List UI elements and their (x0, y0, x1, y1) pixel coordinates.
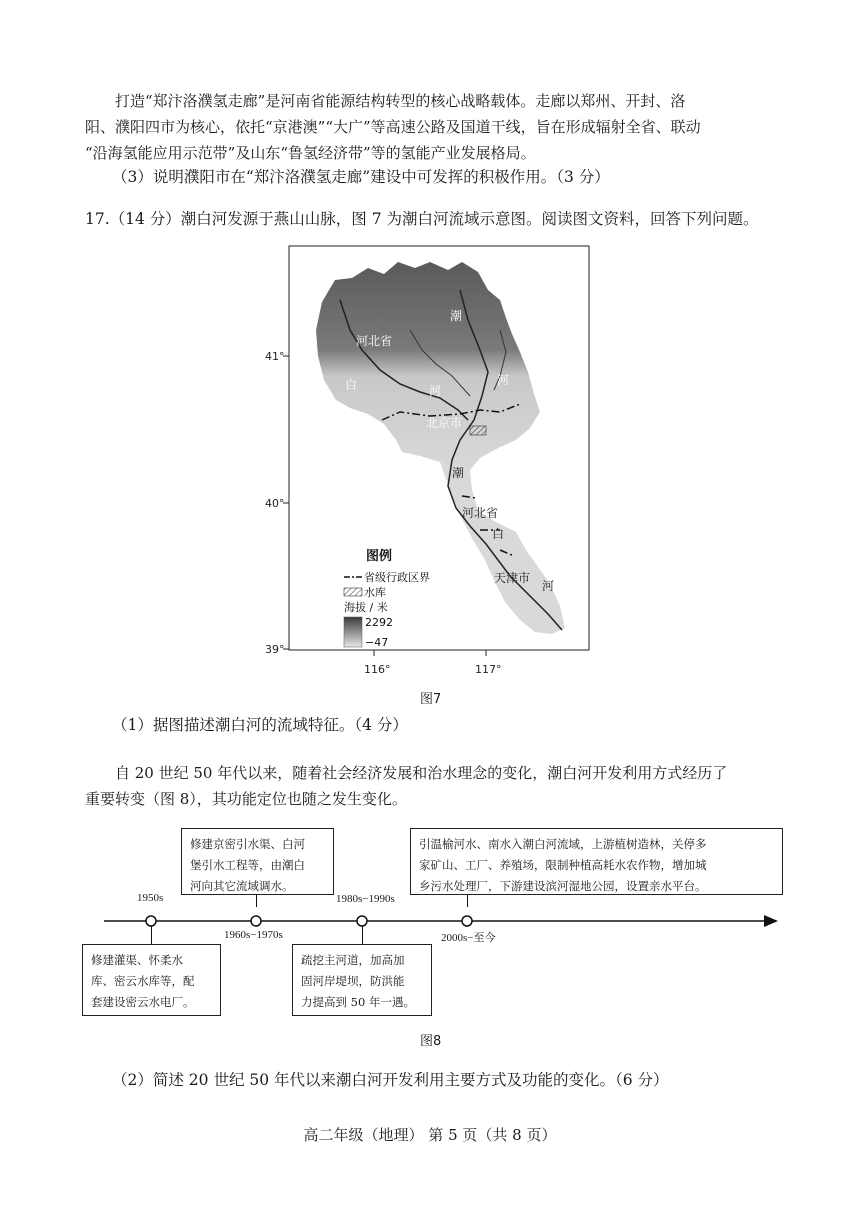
label-tianjin: 天津市 (494, 571, 531, 585)
intro-line-1: 打造“郑汴洛濮氢走廊”是河南省能源结构转型的核心战略载体。走廊以郑州、开封、洛 (115, 92, 686, 110)
legend-reservoir: 水库 (364, 586, 386, 599)
label-chao-lower: 潮 (452, 466, 465, 480)
label-he-right: 河 (497, 373, 510, 387)
lat-39: 39° (265, 643, 285, 656)
para2-line-1: 自 20 世纪 50 年代以来，随着社会经济发展和治水理念的变化，潮白河开发利用方式经历了 (115, 764, 728, 782)
label-he-lower: 河 (542, 579, 555, 593)
timeline-box-2000s: 引温榆河水、南水入潮白河流域，上游植树造林，关停多 家矿山、工厂、养殖场，限制种植高耗水农作物，增加城 乡污水处理厂，下游建设滨河湿地公园，设置亲水平台。 (410, 828, 783, 895)
chaobai-river-map (0, 240, 860, 680)
legend-boundary: 省级行政区界 (364, 571, 430, 584)
label-bai: 白 (345, 378, 358, 392)
legend-elev-max: 2292 (365, 616, 393, 629)
lat-40: 40° (265, 497, 285, 510)
timeline-box-1980s: 疏挖主河道，加高加 固河岸堤坝，防洪能 力提高到 50 年一遇。 (292, 944, 432, 1016)
intro-line-3: “沿海氢能应用示范带”及山东“鲁氢经济带”等的氢能产业发展格局。 (85, 144, 536, 162)
question-16-3: （3）说明濮阳市在“郑汴洛濮氢走廊”建设中可发挥的积极作用。（3 分） (112, 168, 610, 186)
intro-line-2: 阳、濮阳四市为核心，依托“京港澳”“大广”等高速公路及国道干线，旨在形成辐射全省、联动 (85, 118, 701, 136)
question-17-2: （2）简述 20 世纪 50 年代以来潮白河开发利用主要方式及功能的变化。（6 分） (112, 1071, 669, 1089)
question-17-stem: 17.（14 分）潮白河发源于燕山山脉，图 7 为潮白河流域示意图。阅读图文资料，回答下列问题。 (85, 210, 759, 228)
label-hebei-north: 河北省 (356, 334, 393, 348)
label-hebei-south: 河北省 (462, 506, 499, 520)
para2-line-2: 重要转变（图 8），其功能定位也随之发生变化。 (85, 790, 407, 808)
node-1950s (146, 916, 156, 926)
label-2000s-now: 2000s−至今 (441, 932, 496, 944)
node-1980s (357, 916, 367, 926)
timeline-box-1960s: 修建京密引水渠、白河 堡引水工程等，由潮白 河向其它流域调水。 (181, 828, 334, 895)
label-chao: 潮 (450, 309, 463, 323)
figure-8-caption: 图8 (420, 1034, 442, 1049)
legend-elev-title: 海拔 / 米 (344, 601, 388, 614)
legend-elev-min: −47 (365, 636, 389, 649)
figure-7-caption: 图7 (420, 692, 442, 707)
question-17-1: （1）据图描述潮白河的流域特征。（4 分） (112, 716, 408, 734)
reservoir-mark (470, 426, 486, 435)
basin-upper (316, 262, 540, 470)
label-bai-lower: 白 (492, 527, 505, 541)
lon-117: 117° (475, 663, 502, 676)
page-footer: 高二年级（地理） 第 5 页（共 8 页） (303, 1126, 557, 1144)
label-1960s-1970s: 1960s−1970s (224, 929, 283, 941)
label-he-mid: 河 (429, 384, 442, 398)
label-beijing: 北京市 (426, 416, 463, 430)
label-1980s-1990s: 1980s−1990s (336, 893, 395, 905)
node-1960s (251, 916, 261, 926)
label-1950s: 1950s (137, 892, 164, 904)
timeline-axis (0, 902, 860, 942)
lon-116: 116° (364, 663, 391, 676)
legend-title: 图例 (366, 549, 393, 564)
timeline-box-1950s: 修建灌渠、怀柔水 库、密云水库等，配 套建设密云水电厂。 (82, 944, 221, 1016)
basin-lower (440, 462, 565, 634)
lat-41: 41° (265, 350, 285, 363)
node-2000s (462, 916, 472, 926)
